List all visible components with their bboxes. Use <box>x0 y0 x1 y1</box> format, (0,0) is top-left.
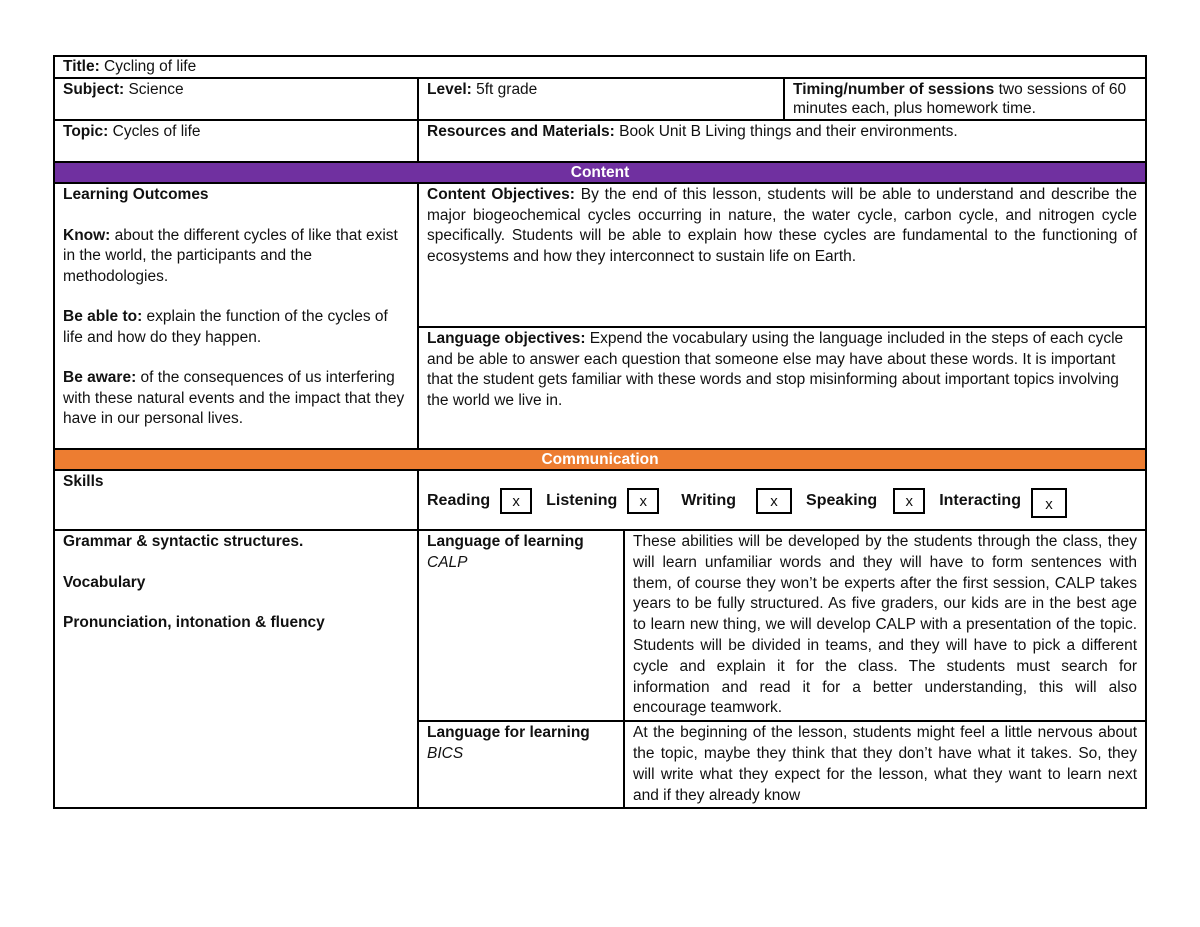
title-cell <box>54 56 1146 78</box>
pronunciation-label: Pronunciation, intonation & fluency <box>63 614 325 631</box>
level-cell <box>418 78 784 120</box>
vocabulary-label: Vocabulary <box>63 573 146 591</box>
timing-cell <box>784 78 1146 120</box>
language-of-learning-row <box>54 530 1146 721</box>
aware-label: Be aware: <box>63 369 137 386</box>
resources-value: Book Unit B Living things and their environments. <box>614 123 958 140</box>
calp-label: CALP <box>427 553 468 571</box>
aware-text: of the consequences of us interfering with these natural events and the impact that they have in our personal lives. <box>63 369 405 427</box>
skill-speaking-checkbox[interactable]: x <box>893 488 925 514</box>
subject-row <box>54 78 1146 120</box>
learning-outcomes-cell <box>54 183 418 449</box>
language-for-learning-label-cell <box>418 721 624 808</box>
language-objectives-cell <box>418 327 1146 449</box>
content-objectives-text: By the end of this lesson, students will be able to understand and describe the major biogeochemical cycles occurring in nature, the water cycle, carbon cycle, and nitrogen cycle specifically. Students will be able to explain how these cycles are fundamental to the functioning of ecosystems and how they interconnect to sustain life on Earth. <box>427 186 1138 265</box>
title-value: Cycling of life <box>99 58 197 75</box>
skill-writing-checkbox[interactable]: x <box>756 488 792 514</box>
topic-value: Cycles of life <box>108 123 201 140</box>
topic-row <box>54 120 1146 162</box>
subject-label: Subject: <box>63 81 125 98</box>
resources-label: Resources and Materials: <box>427 123 615 140</box>
know-text: about the different cycles of like that exist in the world, the participants and the methodologies. <box>63 226 398 285</box>
resources-cell <box>418 120 1146 162</box>
skill-interacting-checkbox[interactable]: x <box>1031 488 1067 518</box>
language-for-learning-label: Language for learning <box>427 724 590 742</box>
lesson-plan-table <box>53 55 1147 809</box>
aware-outcome <box>63 368 409 430</box>
communication-band-row <box>54 449 1146 470</box>
skills-checklist <box>427 484 1137 518</box>
lesson-plan-document <box>53 55 1145 809</box>
learning-outcomes-heading: Learning Outcomes <box>63 186 209 203</box>
skill-speaking-label: Speaking <box>806 491 878 509</box>
subject-value: Science <box>124 81 184 98</box>
structures-cell <box>54 530 418 808</box>
language-objectives-label: Language objectives: <box>427 330 586 347</box>
topic-label: Topic: <box>63 123 109 140</box>
language-of-learning-text: These abilities will be developed by the students through the class, they will learn unfamiliar words and they will have to form sentences with them, of course they won’t be experts after the first session, CALP takes years to be fully structured. As five graders, our kids are in the best age to learn new thing, we will develop CALP with a presentation of the topic. Students will be divided in teams, and they will have to pick a different cycle and explain it for the class. The students must search for information and read it for a better understanding, this will also encourage teamwork. <box>624 530 1146 721</box>
language-of-learning-label: Language of learning <box>427 533 584 550</box>
skill-writing-label: Writing <box>681 491 737 509</box>
title-row <box>54 56 1146 78</box>
communication-band: Communication <box>54 449 1146 470</box>
skill-listening-checkbox[interactable]: x <box>627 488 659 514</box>
content-band: Content <box>54 162 1146 183</box>
skills-row <box>54 470 1146 530</box>
know-outcome <box>63 226 409 288</box>
content-objectives-cell <box>418 183 1146 327</box>
level-label: Level: <box>427 81 472 98</box>
content-objectives-label: Content Objectives: <box>427 186 575 203</box>
language-for-learning-text: At the beginning of the lesson, students might feel a little nervous about the topic, maybe they think that they don’t have what it takes. So, they will write what they expect for the lesson, what they want to learn next and if they already know <box>624 721 1146 808</box>
grammar-label: Grammar & syntactic structures. <box>63 533 304 550</box>
content-band-row <box>54 162 1146 183</box>
skill-reading-label: Reading <box>427 491 491 509</box>
language-objectives-text: Expend the vocabulary using the language included in the steps of each cycle and be able to answer each question that someone else may have about these words. It is important that the student gets familiar with these words and stop misinforming about important topics involving the world we live in. <box>427 330 1124 409</box>
subject-cell <box>54 78 418 120</box>
bics-label: BICS <box>427 744 464 762</box>
skills-checklist-cell <box>418 470 1146 530</box>
skill-reading-checkbox[interactable]: x <box>500 488 532 514</box>
topic-cell <box>54 120 418 162</box>
title-label: Title: <box>63 58 100 75</box>
know-label: Know: <box>63 226 111 244</box>
able-label: Be able to: <box>63 308 143 325</box>
timing-value: two sessions of 60 minutes each, plus homework time. <box>793 81 1127 117</box>
skill-interacting-label: Interacting <box>939 491 1021 509</box>
skills-label: Skills <box>63 473 104 490</box>
language-of-learning-label-cell <box>418 530 624 721</box>
able-text: explain the function of the cycles of life and how do they happen. <box>63 308 388 346</box>
skill-listening-label: Listening <box>546 491 618 509</box>
level-value: 5ft grade <box>471 81 538 98</box>
able-outcome <box>63 307 409 348</box>
skills-label-cell <box>54 470 418 530</box>
timing-label: Timing/number of sessions <box>793 81 995 98</box>
content-objectives-row <box>54 183 1146 327</box>
